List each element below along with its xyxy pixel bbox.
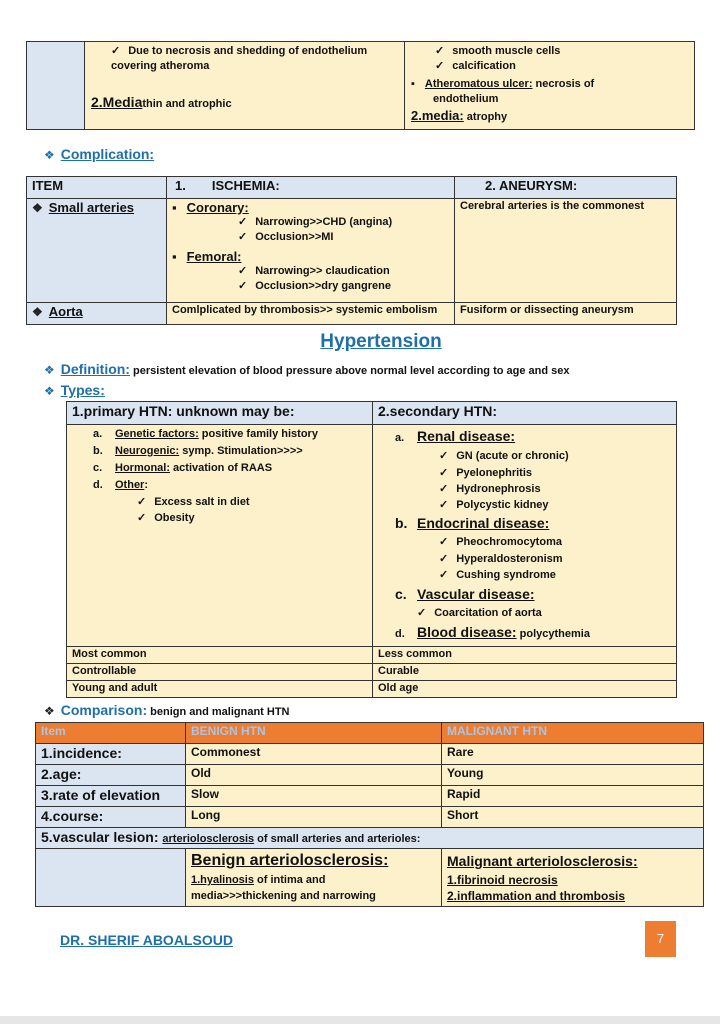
primary-header: 1.primary HTN: unknown may be: (67, 402, 373, 425)
cmp-row-item: 3.rate of elevation (36, 786, 186, 807)
secondary-compare-1: Less common (373, 647, 677, 664)
left-media-text: thin and atrophic (142, 98, 232, 110)
primary-compare-3: Young and adult (67, 681, 373, 698)
cmp-row-benign: Slow (186, 786, 442, 807)
item-mark: c. (395, 586, 407, 602)
bottom-bar (0, 1016, 720, 1024)
ulcer-text-2: endothelium (433, 93, 499, 105)
item-label: Genetic factors: (115, 428, 199, 440)
renal-line (395, 426, 671, 448)
aorta-cell (27, 303, 167, 325)
other-item-2: ✓ Obesity (137, 511, 367, 526)
item-mark: d. (93, 479, 103, 491)
cmp-row-item: 4.course: (36, 807, 186, 828)
author-name: DR. SHERIF ABOALSOUD (60, 932, 233, 948)
definition-label: Definition: (60, 361, 130, 377)
types-label: Types: (60, 382, 105, 398)
item-mark: c. (93, 462, 103, 474)
primary-item-a (93, 426, 367, 443)
cmp-row-malignant: Short (442, 807, 704, 828)
item-text: activation of RAAS (170, 462, 273, 474)
ulcer-label: Atheromatous ulcer: (424, 78, 533, 90)
top-blank-cell (27, 42, 85, 130)
vascular-lesion-link: arteriolosclerosis (162, 833, 255, 845)
comparison-table (35, 722, 704, 907)
ulcer-text: necrosis of (532, 78, 595, 90)
endocrine-line (395, 513, 671, 534)
diamond-bullet-icon: ❖ (44, 363, 55, 377)
left-media-label: 2.Media (91, 94, 143, 110)
cmp-blank-cell (36, 849, 186, 907)
aorta-ischemia-cell: Comlplicated by thrombosis>> systemic embolism (167, 303, 455, 325)
secondary-cell (373, 425, 677, 647)
right-media-label: 2.media: (411, 108, 464, 123)
complication-heading-text: Complication: (60, 146, 155, 162)
blood-line (395, 621, 671, 645)
ulcer-line (411, 76, 689, 92)
diamond-bullet-icon: ❖ (32, 305, 43, 319)
renal-item-3: ✓ Hydronephrosis (439, 481, 671, 497)
item-mark: b. (395, 515, 408, 531)
cmp-row-item: 2.age: (36, 765, 186, 786)
definition-text: persistent elevation of blood pressure above normal level according to age and sex (129, 365, 570, 377)
types-table (66, 401, 677, 698)
hypertension-title: Hypertension (320, 331, 442, 352)
item-label: Hormonal: (115, 462, 170, 474)
vascular-lesion-label: 5.vascular lesion: (41, 829, 163, 845)
vascular-label: Vascular disease: (417, 586, 535, 602)
definition-line (44, 361, 570, 377)
col-aneurysm: 2. ANEURYSM: (455, 177, 677, 199)
endocrine-item-2: ✓ Hyperaldosteronism (439, 551, 671, 567)
secondary-compare-3: Old age (373, 681, 677, 698)
cmp-row-item: 1.incidence: (36, 744, 186, 765)
cmp-row-malignant: Young (442, 765, 704, 786)
complication-heading (44, 146, 154, 162)
cmp-header-benign: BENIGN HTN (186, 723, 442, 744)
hypertension-title-wrap (0, 331, 720, 353)
primary-cell (67, 425, 373, 647)
small-arteries-cell (27, 199, 167, 303)
malignant-arteriolosclerosis-cell (442, 849, 704, 907)
benign-line-1 (191, 872, 436, 888)
item-mark: b. (93, 445, 103, 457)
comparison-text: benign and malignant HTN (147, 706, 290, 718)
aneurysm-cell: Cerebral arteries is the commonest (455, 199, 677, 303)
femoral-item-2: ✓ Occlusion>>dry gangrene (238, 279, 449, 294)
complication-table (26, 176, 677, 325)
other-item-1: ✓ Excess salt in diet (137, 494, 367, 511)
renal-item-1: ✓ GN (acute or chronic) (439, 448, 671, 465)
cmp-header-item: Item (36, 723, 186, 744)
malignant-line-2: 2.inflammation and thrombosis (447, 889, 626, 903)
endocrine-item-1: ✓ Pheochromocytoma (439, 534, 671, 551)
femoral-label: Femoral: (186, 249, 242, 264)
right-media-text: atrophy (463, 111, 508, 123)
primary-item-c (93, 460, 367, 477)
cmp-row-benign: Old (186, 765, 442, 786)
cmp-row-malignant: Rare (442, 744, 704, 765)
col-ischemia-label: ISCHEMIA: (211, 178, 280, 193)
right-check-1: ✓ smooth muscle cells (435, 44, 689, 59)
primary-item-d (93, 477, 367, 494)
femoral-line (172, 249, 449, 264)
renal-label: Renal disease: (417, 428, 516, 444)
top-continuation-table (26, 41, 695, 130)
aorta-label: Aorta (48, 304, 83, 319)
cmp-row-benign: Commonest (186, 744, 442, 765)
types-line (44, 382, 105, 398)
item-text: : (144, 479, 149, 491)
small-arteries-label: Small arteries (48, 200, 135, 215)
vascular-lesion-text: of small arteries and arterioles: (254, 833, 421, 845)
item-text: symp. Stimulation>>>> (179, 445, 303, 457)
item-mark: d. (395, 628, 405, 640)
benign-title: Benign arteriolosclerosis: (191, 852, 389, 869)
top-right-cell (405, 42, 695, 130)
vascular-line (395, 583, 671, 605)
primary-compare-2: Controllable (67, 664, 373, 681)
left-media-line (91, 94, 399, 110)
vascular-lesion-row (36, 828, 704, 849)
right-media-line (411, 108, 689, 123)
necrosis-item: ✓ Due to necrosis and shedding of endothelium covering atheroma (111, 44, 399, 74)
benign-arteriolosclerosis-cell (186, 849, 442, 907)
right-check-2: ✓ calcification (435, 59, 689, 74)
comparison-label: Comparison: (60, 702, 148, 718)
diamond-bullet-icon: ❖ (44, 148, 55, 162)
diamond-bullet-icon: ❖ (44, 704, 55, 718)
coronary-item-2: ✓ Occlusion>>MI (238, 230, 449, 245)
benign-line1-text: of intima and (253, 874, 326, 886)
ischemia-cell (167, 199, 455, 303)
primary-compare-1: Most common (67, 647, 373, 664)
diamond-bullet-icon: ❖ (44, 384, 55, 398)
cmp-header-malignant: MALIGNANT HTN (442, 723, 704, 744)
comparison-line (44, 702, 290, 718)
blood-text: polycythemia (516, 628, 590, 640)
col-ischemia (167, 177, 455, 199)
primary-item-b (93, 443, 367, 460)
item-text: positive family history (198, 428, 318, 440)
item-mark: a. (395, 432, 405, 444)
renal-item-4: ✓ Polycystic kidney (439, 497, 671, 513)
coronary-label: Coronary: (186, 200, 249, 215)
benign-line-2: media>>>thickening and narrowing (191, 890, 376, 902)
coronary-item-1: ✓ Narrowing>>CHD (angina) (238, 215, 449, 230)
diamond-bullet-icon: ❖ (32, 201, 43, 215)
cmp-row-benign: Long (186, 807, 442, 828)
col-item: ITEM (27, 177, 167, 199)
page-number: 7 (645, 921, 676, 957)
aorta-aneurysm-cell: Fusiform or dissecting aneurysm (455, 303, 677, 325)
malignant-title: Malignant arteriolosclerosis: (447, 853, 638, 869)
endocrine-label: Endocrinal disease: (417, 515, 550, 531)
vascular-item-1: ✓ Coarcitation of aorta (417, 605, 671, 621)
femoral-item-1: ✓ Narrowing>> claudication (238, 264, 449, 279)
cmp-row-malignant: Rapid (442, 786, 704, 807)
item-label: Neurogenic: (115, 445, 180, 457)
secondary-header: 2.secondary HTN: (373, 402, 677, 425)
endocrine-item-3: ✓ Cushing syndrome (439, 567, 671, 583)
col-ischemia-num: 1. (175, 178, 186, 193)
blood-label: Blood disease: (417, 624, 517, 640)
item-label: Other (115, 479, 145, 491)
item-mark: a. (93, 428, 103, 440)
renal-item-2: ✓ Pyelonephritis (439, 465, 671, 481)
benign-line1-label: 1.hyalinosis (191, 874, 254, 886)
coronary-line (172, 200, 449, 215)
secondary-compare-2: Curable (373, 664, 677, 681)
top-left-cell (85, 42, 405, 130)
malignant-line-1: 1.fibrinoid necrosis (447, 873, 558, 887)
